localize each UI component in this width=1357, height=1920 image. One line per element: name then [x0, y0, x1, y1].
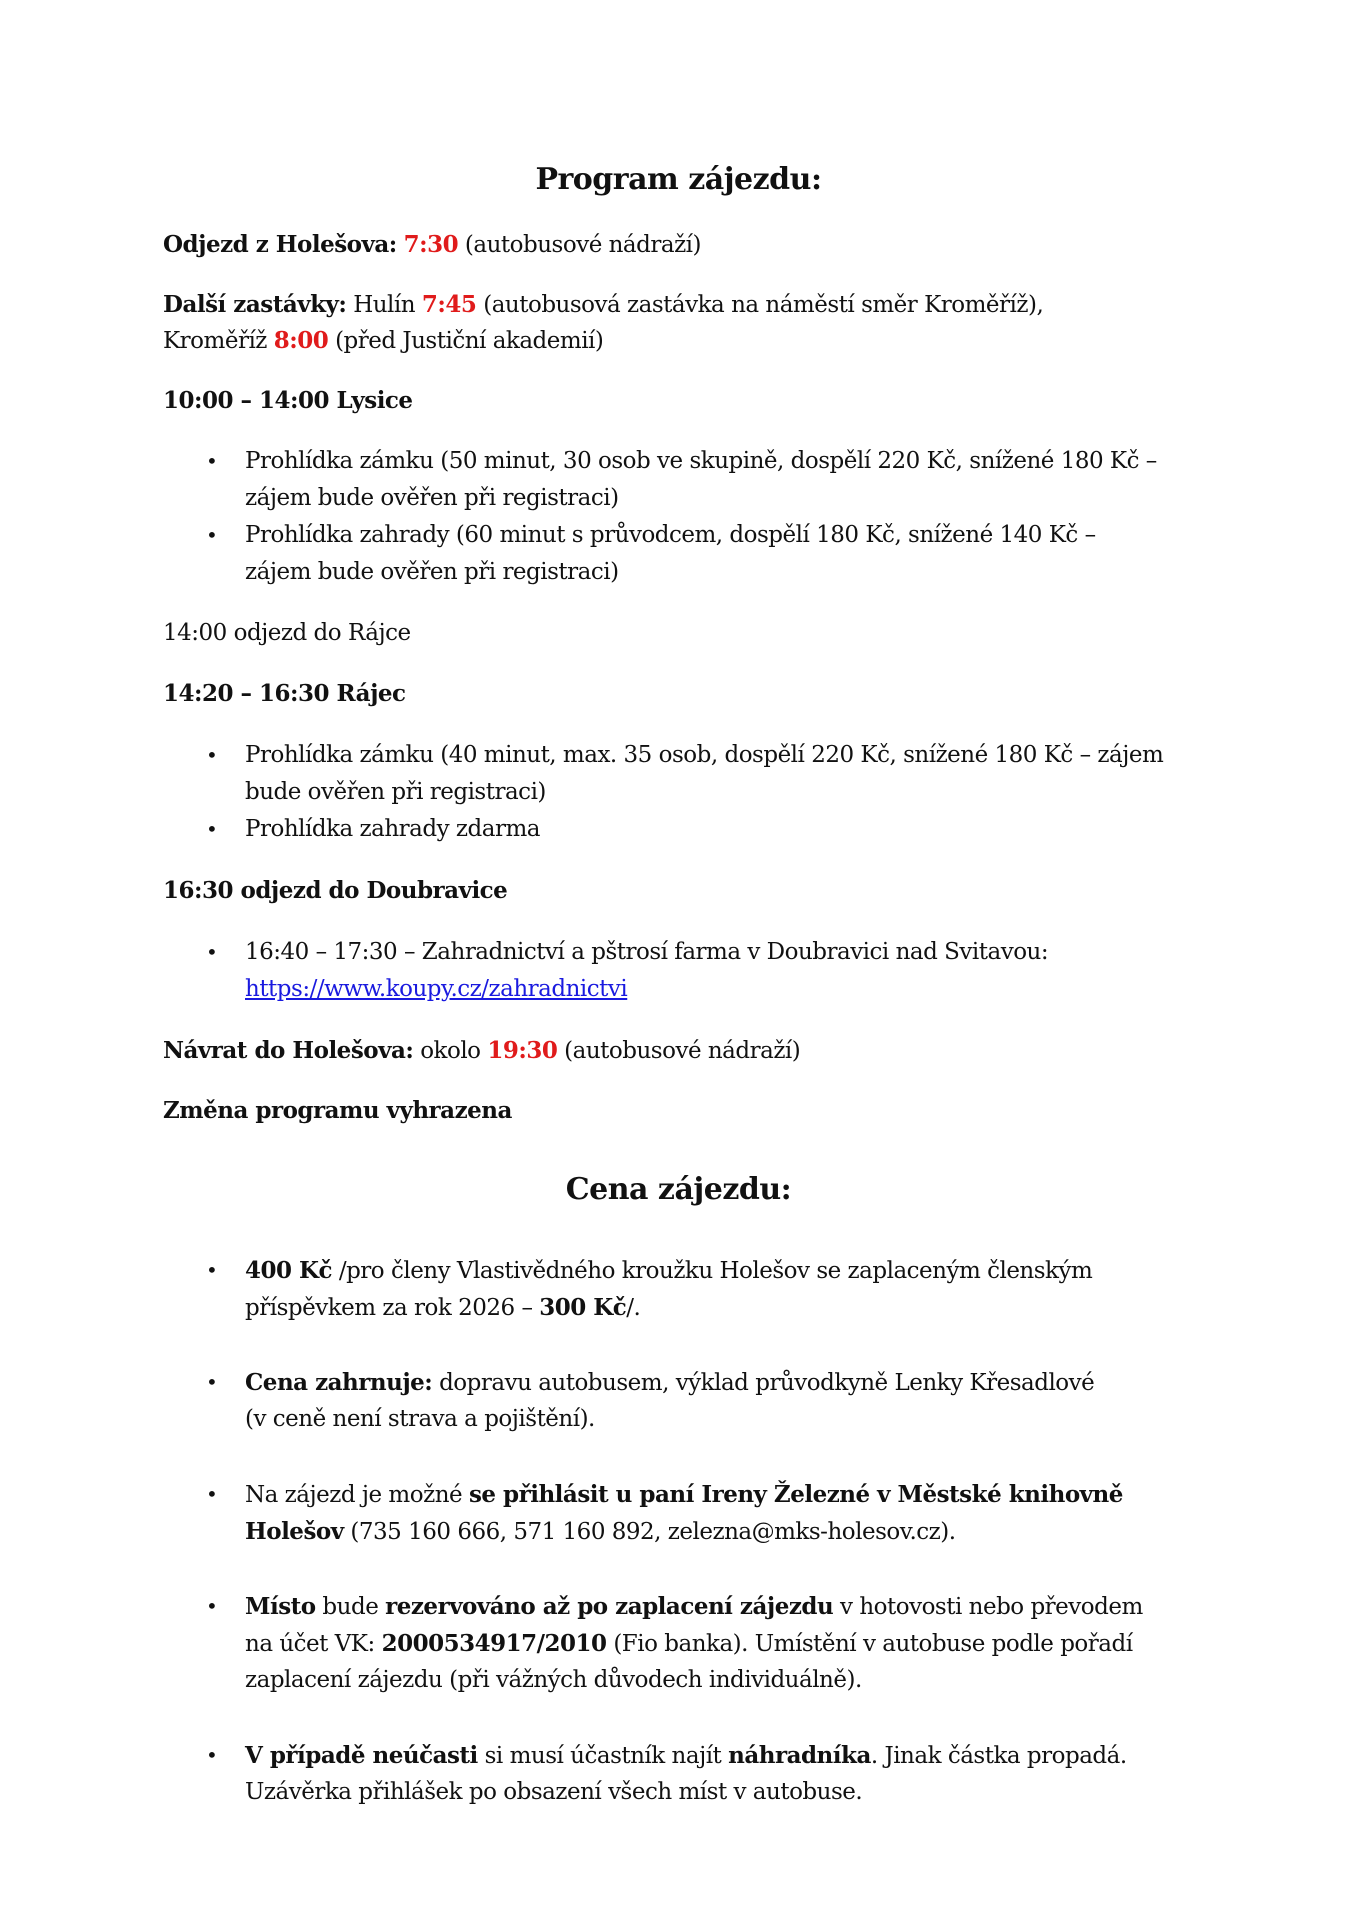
- bullet-icon: •: [206, 1594, 218, 1618]
- bullet-icon: •: [206, 1482, 218, 1506]
- stop-note-kromeriz: (před Justiční akademií): [335, 328, 604, 354]
- bullet-icon: •: [206, 1370, 218, 1394]
- zahradnictvi-link[interactable]: https://www.koupy.cz/zahradnictvi: [245, 976, 628, 1002]
- bullet-icon: •: [206, 449, 218, 473]
- stops-line-1: [163, 286, 1043, 324]
- rajec-heading: [163, 675, 406, 713]
- stop-note-hulin: (autobusová zastávka na náměstí směr Kroměříž),: [483, 292, 1044, 318]
- bullet-icon: •: [206, 743, 218, 767]
- return-label: Návrat do Holešova:: [163, 1037, 414, 1064]
- lysice-heading: [163, 382, 413, 420]
- price-item-3-line-1: [245, 1476, 1123, 1514]
- price-item-3-line-2: [245, 1513, 956, 1551]
- rajec-item-2: Prohlídka zahrady zdarma: [245, 816, 540, 842]
- doubravice-heading: [163, 872, 507, 910]
- reservation-bold: Místo: [245, 1593, 316, 1620]
- account-label: na účet VK:: [245, 1631, 382, 1657]
- depart-rajec: 14:00 odjezd do Rájce: [163, 620, 411, 646]
- change-note-text: Změna programu vyhrazena: [163, 1097, 512, 1124]
- departure-time: 7:30: [403, 231, 459, 258]
- price-text: /pro členy Vlastivědného kroužku Holešov se zaplaceným členským: [332, 1258, 1093, 1284]
- lysice-heading-text: 10:00 – 14:00 Lysice: [163, 387, 413, 414]
- price-item-4-line-3: zaplacení zájezdu (při vážných důvodech individuálně).: [245, 1667, 862, 1693]
- signup-text: Na zájezd je možné: [245, 1482, 469, 1508]
- signup-contact: se přihlásit u paní Ireny Železné v Městské knihovně: [468, 1481, 1123, 1508]
- bullet-icon: •: [206, 523, 218, 547]
- stop-time-kromeriz: 8:00: [273, 327, 329, 354]
- cancellation-text: . Jinak částka propadá.: [870, 1743, 1127, 1769]
- stops-label: Další zastávky:: [163, 291, 347, 318]
- reduced-price: 300 Kč: [539, 1294, 627, 1321]
- bullet-icon: •: [206, 1258, 218, 1282]
- doubravice-item: 16:40 – 17:30 – Zahradnictví a pštrosí farma v Doubravici nad Svitavou:: [245, 939, 1049, 965]
- return-pre: okolo: [420, 1038, 481, 1064]
- price-item-5-line-2: Uzávěrka přihlášek po obsazení všech míst v autobuse.: [245, 1779, 863, 1805]
- bullet-icon: •: [206, 940, 218, 964]
- rajec-heading-text: 14:20 – 16:30 Rájec: [163, 680, 406, 707]
- bullet-icon: •: [206, 1743, 218, 1767]
- price-item-5-line-1: [245, 1737, 1127, 1775]
- price-item-1-line-1: [245, 1252, 1092, 1290]
- return-line: [163, 1032, 800, 1070]
- rajec-item-1-line-1: Prohlídka zámku (40 minut, max. 35 osob, dospělí 220 Kč, snížené 180 Kč – zájem: [245, 742, 1164, 768]
- price-item-2-line-2: (v ceně není strava a pojištění).: [245, 1406, 595, 1432]
- departure-label: Odjezd z Holešova:: [163, 231, 397, 258]
- departure-line: [163, 226, 701, 264]
- lysice-item-2-line-1: Prohlídka zahrady (60 minut s průvodcem, dospělí 180 Kč, snížené 140 Kč –: [245, 522, 1096, 548]
- contact-details: (735 160 666, 571 160 892, zelezna@mks-holesov.cz).: [343, 1519, 956, 1545]
- price-item-4-line-1: [245, 1588, 1143, 1626]
- lysice-item-1-line-1: Prohlídka zámku (50 minut, 30 osob ve skupině, dospělí 220 Kč, snížené 180 Kč –: [245, 448, 1157, 474]
- cancellation-bold: náhradníka: [728, 1742, 871, 1769]
- doubravice-link-line: [245, 971, 627, 1008]
- price-item-2-line-1: [245, 1364, 1094, 1402]
- reservation-text: v hotovosti nebo převodem: [833, 1594, 1143, 1620]
- reservation-text: (Fio banka). Umístění v autobuse podle pořadí: [606, 1631, 1133, 1657]
- includes-label: Cena zahrnuje:: [245, 1369, 433, 1396]
- cancellation-bold: V případě neúčasti: [245, 1742, 478, 1769]
- price-text: /.: [626, 1295, 641, 1321]
- stop-place-kromeriz: Kroměříž: [163, 328, 267, 354]
- account-number: 2000534917/2010: [381, 1630, 607, 1657]
- return-time: 19:30: [487, 1037, 558, 1064]
- return-note: (autobusové nádraží): [564, 1038, 801, 1064]
- reservation-text: bude: [315, 1594, 386, 1620]
- includes-text: dopravu autobusem, výklad průvodkyně Lenky Křesadlové: [432, 1370, 1095, 1396]
- stops-line-2: [163, 322, 603, 360]
- doubravice-heading-text: 16:30 odjezd do Doubravice: [163, 877, 508, 904]
- lysice-item-2-line-2: zájem bude ověřen při registraci): [245, 559, 619, 585]
- cancellation-text: si musí účastník najít: [477, 1743, 729, 1769]
- program-title: Program zájezdu:: [535, 162, 822, 197]
- signup-contact: Holešov: [245, 1518, 344, 1545]
- change-note: [163, 1092, 512, 1130]
- rajec-item-1-line-2: bude ověřen při registraci): [245, 779, 546, 805]
- reservation-bold: rezervováno až po zaplacení zájezdu: [385, 1593, 834, 1620]
- price-item-1-line-2: [245, 1289, 640, 1327]
- price-title: Cena zájezdu:: [565, 1172, 792, 1207]
- member-price: 400 Kč: [245, 1257, 333, 1284]
- stop-time-hulin: 7:45: [421, 291, 477, 318]
- price-item-4-line-2: [245, 1625, 1133, 1663]
- departure-note: (autobusové nádraží): [464, 232, 702, 258]
- price-text: příspěvkem za rok 2026 –: [245, 1295, 540, 1321]
- lysice-item-1-line-2: zájem bude ověřen při registraci): [245, 485, 619, 511]
- stop-place-hulin: Hulín: [353, 292, 416, 318]
- bullet-icon: •: [206, 817, 218, 841]
